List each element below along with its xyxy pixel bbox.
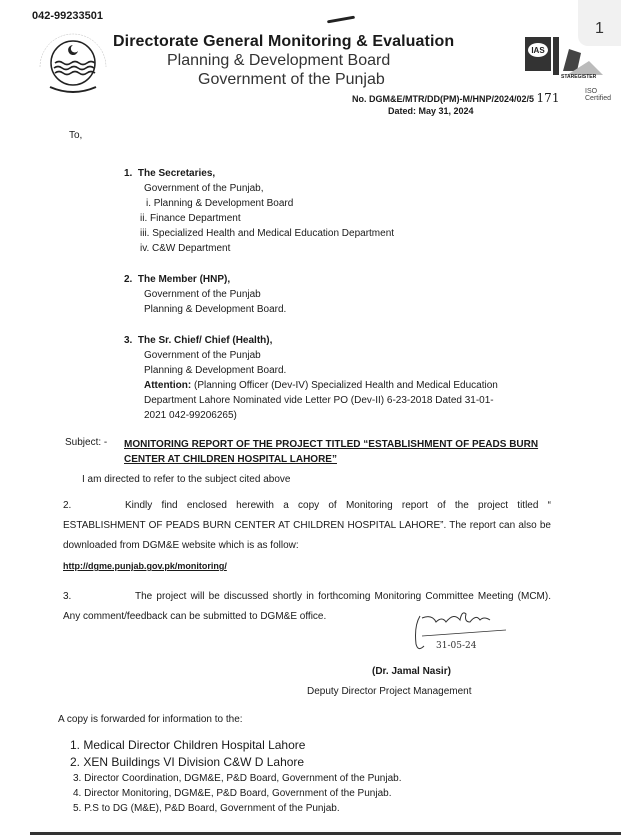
page-bottom-rule xyxy=(30,832,621,835)
addressee-title: The Sr. Chief/ Chief (Health), xyxy=(137,335,273,346)
subject-text: MONITORING REPORT OF THE PROJECT TITLED “ESTABLISHMENT OF PEADS BURN CENTER AT CHILDREN HOSPITAL LAHORE” xyxy=(124,439,539,465)
org-government: Government of the Punjab xyxy=(198,71,385,88)
paragraph-number: 3. xyxy=(63,591,72,602)
addressee-line: Government of the Punjab, xyxy=(144,183,264,194)
letter-date: Dated: May 31, 2024 xyxy=(388,106,474,116)
org-subtitle: Planning & Development Board xyxy=(167,52,391,69)
svg-text:STAREGISTER: STAREGISTER xyxy=(561,74,597,80)
addressee-line: Planning & Development Board. xyxy=(144,365,287,376)
addressee-number: 3. xyxy=(124,335,133,346)
addressee-line: Planning & Development Board. xyxy=(144,304,287,315)
addressee-title: The Secretaries, xyxy=(137,168,216,179)
copy-list-item: 2. XEN Buildings VI Division C&W D Lahore xyxy=(70,755,305,769)
addressee-sub-item: ii. Finance Department xyxy=(140,213,241,224)
page-number: 1 xyxy=(595,20,604,37)
addressee-sub-item: iv. C&W Department xyxy=(140,243,231,254)
ref-no-text: No. DGM&E/MTR/DD(PM)-M/HNP/2024/02/5 xyxy=(352,94,535,104)
org-title: Directorate General Monitoring & Evaluation xyxy=(113,33,455,50)
to-label: To, xyxy=(69,130,83,141)
paragraph-2 xyxy=(63,496,551,556)
copy-list-item: 3. Director Coordination, DGM&E, P&D Board, Government of the Punjab. xyxy=(73,773,402,784)
subject-label: Subject: - xyxy=(65,437,108,448)
signature-date: 31-05-24 xyxy=(436,641,477,651)
ref-no-handwritten: 171 xyxy=(536,91,560,105)
iso-certified-label: ISO Certified xyxy=(585,88,612,102)
monitoring-website-link[interactable]: http://dgme.punjab.gov.pk/monitoring/ xyxy=(63,561,227,571)
copy-list-item: 1. Medical Director Children Hospital Lahore xyxy=(70,738,306,752)
signatory-designation: Deputy Director Project Management xyxy=(307,686,472,697)
addressee-title: The Member (HNP), xyxy=(137,274,231,285)
addressee-2 xyxy=(124,272,286,317)
addressee-number: 2. xyxy=(124,274,133,285)
reference-number xyxy=(352,91,559,105)
attention-note xyxy=(124,378,504,423)
addressee-line: Government of the Punjab xyxy=(144,289,261,300)
intro-paragraph: I am directed to refer to the subject cited above xyxy=(82,474,291,485)
copy-list xyxy=(70,737,402,816)
copy-list-item: 4. Director Monitoring, DGM&E, P&D Board, Government of the Punjab. xyxy=(73,788,392,799)
signatory-name: (Dr. Jamal Nasir) xyxy=(372,666,451,677)
pen-mark xyxy=(327,16,355,24)
addressee-line: Government of the Punjab xyxy=(144,350,261,361)
copy-forward-label: A copy is forwarded for information to the: xyxy=(58,714,243,725)
attention-text: (Planning Officer (Dev-IV) Specialized Health and Medical Education Department Lahore Nominated vide Letter PO (Dev-II) 6-23-2018 Dated 31-01-2021 042-99206265) xyxy=(144,380,498,421)
paragraph-number: 2. xyxy=(63,500,72,511)
addressee-sub-item: i. Planning & Development Board xyxy=(146,198,294,209)
addressee-number: 1. xyxy=(124,168,133,179)
handwritten-signature xyxy=(408,610,508,655)
addressee-1 xyxy=(124,166,394,256)
paragraph-text: Kindly find enclosed herewith a copy of Monitoring report of the project titled “ ESTABLISHMENT OF PEADS BURN CENTER AT CHILDREN HOSPITAL LAHORE”. The report can also be downloaded from DGM&E website which is as follow: xyxy=(63,500,551,551)
government-seal-logo xyxy=(28,27,118,95)
copy-list-item: 5. P.S to DG (M&E), P&D Board, Government of the Punjab. xyxy=(73,803,340,814)
addressee-3 xyxy=(124,333,524,423)
attention-label: Attention: xyxy=(144,380,192,391)
phone-number: 042-99233501 xyxy=(32,10,103,22)
addressee-sub-item: iii. Specialized Health and Medical Education Department xyxy=(140,228,395,239)
svg-text:IAS: IAS xyxy=(531,46,545,55)
paragraph-text: The project will be discussed shortly in forthcoming Monitoring Committee Meeting (MCM). Any comment/feedback can be submitted to DGM&E office. xyxy=(63,591,551,622)
